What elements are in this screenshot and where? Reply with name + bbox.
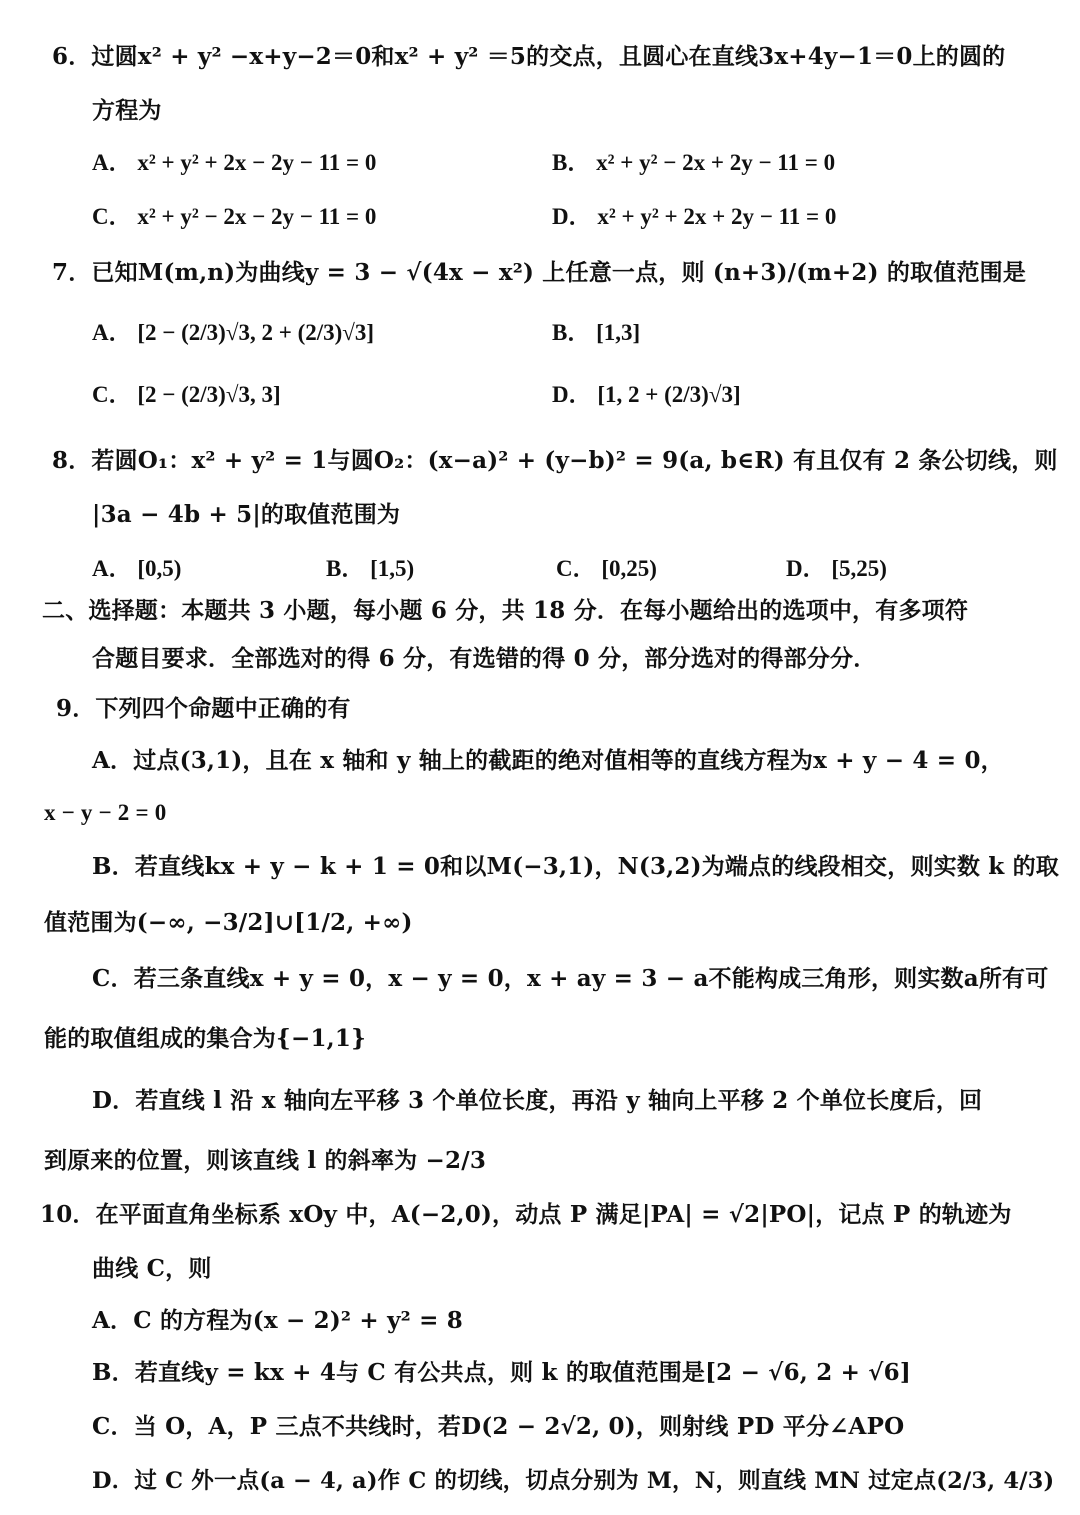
q9-option-a-line2: x − y − 2 = 0	[44, 800, 167, 825]
q8-option-b: B． [1,5)	[326, 556, 415, 581]
q9-option-b-line1: B．若直线kx + y − k + 1 = 0和以M(−3,1)，N(3,2)为端点的线段相交，则实数 k 的取	[92, 853, 1060, 880]
q8-option-d: D． [5,25)	[786, 556, 887, 581]
q9-stem: 9．下列四个命题中正确的有	[56, 695, 351, 722]
q7-option-d: D． [1, 2 + (2/3)√3]	[552, 382, 741, 407]
q9-option-d-line1: D．若直线 l 沿 x 轴向左平移 3 个单位长度，再沿 y 轴向上平移 2 个单位长度后，回	[92, 1087, 983, 1114]
section2-heading-line2: 合题目要求．全部选对的得 6 分，有选错的得 0 分，部分选对的得部分分．	[92, 645, 877, 672]
q6-option-b: B． x² + y² − 2x + 2y − 11 = 0	[552, 150, 836, 175]
q10-stem-line1: 10．在平面直角坐标系 xOy 中，A(−2,0)，动点 P 满足|PA| = √2|PO|，记点 P 的轨迹为	[40, 1201, 1012, 1228]
q6-stem-line1: 6．过圆x² + y² −x+y−2＝0和x² + y² ＝5的交点，且圆心在直线3x+4y−1＝0上的圆的	[52, 43, 1006, 70]
q7-stem: 7．已知M(m,n)为曲线y = 3 − √(4x − x²) 上任意一点，则 (n+3)/(m+2) 的取值范围是	[52, 259, 1027, 286]
q7-option-b: B． [1,3]	[552, 320, 641, 345]
q8-option-c: C． [0,25)	[556, 556, 657, 581]
q7-option-c: C． [2 − (2/3)√3, 3]	[92, 382, 281, 407]
q9-option-d-line2: 到原来的位置，则该直线 l 的斜率为 −2/3	[44, 1147, 487, 1174]
q10-stem-line2: 曲线 C，则	[92, 1255, 212, 1282]
q6-option-a: A． x² + y² + 2x − 2y − 11 = 0	[92, 150, 377, 175]
q6-option-d: D． x² + y² + 2x + 2y − 11 = 0	[552, 204, 837, 229]
q10-option-c: C．当 O，A，P 三点不共线时，若D(2 − 2√2, 0)，则射线 PD 平分∠APO	[92, 1413, 905, 1440]
q7-option-a: A． [2 − (2/3)√3, 2 + (2/3)√3]	[92, 320, 375, 345]
q9-option-b-line2: 值范围为(−∞, −3/2]∪[1/2, +∞)	[44, 909, 413, 936]
q6-stem-line2: 方程为	[92, 97, 162, 124]
q6-option-c: C． x² + y² − 2x − 2y − 11 = 0	[92, 204, 377, 229]
section2-heading-line1: 二、选择题：本题共 3 小题，每小题 6 分，共 18 分．在每小题给出的选项中，有多项符	[42, 597, 969, 624]
q8-option-a: A． [0,5)	[92, 556, 182, 581]
q8-stem-line2: |3a − 4b + 5|的取值范围为	[92, 501, 401, 528]
q9-option-c-line1: C．若三条直线x + y = 0，x − y = 0，x + ay = 3 − a不能构成三角形，则实数a所有可	[92, 965, 1049, 992]
q9-option-c-line2: 能的取值组成的集合为{−1,1}	[44, 1025, 367, 1052]
q8-stem-line1: 8．若圆O₁：x² + y² = 1与圆O₂：(x−a)² + (y−b)² = 9(a, b∈R) 有且仅有 2 条公切线，则	[52, 447, 1058, 474]
q10-option-b: B．若直线y = kx + 4与 C 有公共点，则 k 的取值范围是[2 − √6, 2 + √6]	[92, 1359, 911, 1386]
q10-option-a: A．C 的方程为(x − 2)² + y² = 8	[92, 1307, 464, 1334]
q10-option-d: D．过 C 外一点(a − 4, a)作 C 的切线，切点分别为 M，N，则直线 MN 过定点(2/3, 4/3)	[92, 1468, 1055, 1494]
q9-option-a-line1: A．过点(3,1)，且在 x 轴和 y 轴上的截距的绝对值相等的直线方程为x + y − 4 = 0，	[92, 747, 1004, 774]
